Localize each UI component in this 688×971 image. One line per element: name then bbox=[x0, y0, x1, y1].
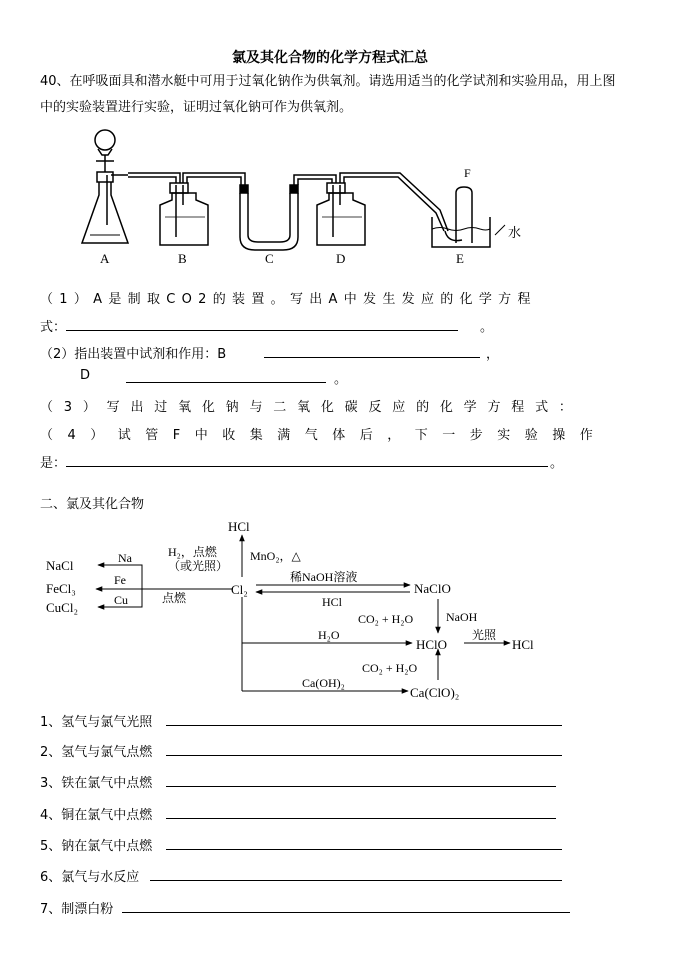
q40-line2: 中的实验装置进行实验，证明过氧化钠可作为供氧剂。 bbox=[40, 100, 353, 115]
apparatus-b bbox=[160, 173, 245, 245]
list-item-2-blank[interactable] bbox=[166, 755, 562, 756]
list-item-3: 3、铁在氯气中点燃 bbox=[40, 776, 153, 791]
q2-d-blank[interactable] bbox=[126, 382, 326, 383]
diagram-na: Na bbox=[118, 551, 132, 565]
apparatus-diagram bbox=[70, 125, 560, 275]
apparatus-c bbox=[240, 175, 336, 250]
diagram-light: 光照 bbox=[472, 628, 497, 642]
diagram-naoh: NaOH bbox=[446, 610, 478, 624]
q2-b-blank[interactable] bbox=[264, 357, 480, 358]
q2-d-suffix: 。 bbox=[334, 372, 348, 387]
section2-heading: 二、氯及其化合物 bbox=[40, 497, 145, 512]
list-item-5: 5、钠在氯气中点燃 bbox=[40, 839, 153, 854]
label-e: E bbox=[456, 251, 464, 266]
q1-line2-suffix: 。 bbox=[480, 320, 494, 335]
label-b: B bbox=[178, 251, 187, 266]
list-item-7: 7、制漂白粉 bbox=[40, 902, 114, 917]
q4-line1: （4）试管F中收集满气体后，下一步实验操作 bbox=[40, 428, 608, 443]
q40-line1: 40、在呼吸面具和潜水艇中可用于过氧化钠作为供氧剂。请选用适当的化学试剂和实验用品，用上图 bbox=[40, 74, 616, 89]
diagram-hcl-top: HCl bbox=[228, 519, 250, 534]
list-item-4-blank[interactable] bbox=[166, 818, 556, 819]
diagram-caclo2: Ca(ClO)₂ bbox=[410, 685, 460, 700]
list-item-7-blank[interactable] bbox=[122, 912, 570, 913]
q1-line1: （1）A是制取CO2的装置。写出A中发生发应的化学方程 bbox=[40, 292, 537, 307]
q2-suffix: ， bbox=[486, 347, 500, 362]
label-d: D bbox=[336, 251, 346, 266]
q4-answer-blank[interactable] bbox=[66, 466, 548, 467]
apparatus-a bbox=[82, 130, 128, 243]
apparatus-d bbox=[317, 173, 448, 245]
diagram-fe: Fe bbox=[114, 573, 126, 587]
label-f: F bbox=[464, 166, 471, 180]
page-title: 氯及其化合物的化学方程式汇总 bbox=[232, 50, 428, 66]
list-item-5-blank[interactable] bbox=[166, 849, 562, 850]
diagram-hcl-right: HCl bbox=[512, 637, 534, 652]
diagram-h2o: H₂O bbox=[318, 628, 340, 642]
q1-line2-prefix: 式： bbox=[40, 320, 67, 335]
diagram-h2-cond2: （或光照） bbox=[168, 559, 229, 573]
label-water: 水 bbox=[508, 225, 522, 240]
q3-text: （3）写出过氧化钠与二氧化碳反应的化学方程式： bbox=[40, 400, 583, 415]
diagram-naclo: NaClO bbox=[414, 581, 451, 596]
q2-prefix: （2）指出装置中试剂和作用：B bbox=[40, 347, 227, 362]
label-c: C bbox=[265, 251, 274, 266]
diagram-cl2: Cl₂ bbox=[231, 582, 248, 597]
list-item-6: 6、氯气与水反应 bbox=[40, 870, 140, 885]
diagram-hclo: HClO bbox=[416, 637, 448, 652]
diagram-hcl-back: HCl bbox=[322, 595, 343, 609]
diagram-mno2: MnO₂，△ bbox=[250, 549, 301, 563]
list-item-2: 2、氢气与氯气点燃 bbox=[40, 745, 153, 760]
list-item-6-blank[interactable] bbox=[150, 880, 562, 881]
chlorine-reaction-diagram bbox=[40, 515, 560, 700]
q1-answer-blank[interactable] bbox=[66, 330, 458, 331]
diagram-cucl2: CuCl₂ bbox=[46, 600, 78, 615]
diagram-h2-cond1: H₂，点燃 bbox=[168, 545, 217, 559]
diagram-co2-h2o-1: CO₂ + H₂O bbox=[358, 612, 414, 626]
diagram-fecl3: FeCl₃ bbox=[46, 581, 76, 596]
diagram-nacl: NaCl bbox=[46, 558, 74, 573]
list-item-1-blank[interactable] bbox=[166, 725, 562, 726]
diagram-dianran: 点燃 bbox=[162, 591, 187, 605]
diagram-cu: Cu bbox=[114, 593, 129, 607]
diagram-caoh2: Ca(OH)₂ bbox=[302, 676, 345, 690]
list-item-1: 1、氢气与氯气光照 bbox=[40, 715, 153, 730]
diagram-co2-h2o-2: CO₂ + H₂O bbox=[362, 661, 418, 675]
label-a: A bbox=[100, 251, 110, 266]
list-item-4: 4、铜在氯气中点燃 bbox=[40, 808, 153, 823]
diagram-naoh-dilute: 稀NaOH溶液 bbox=[290, 570, 358, 584]
q4-line2-suffix: 。 bbox=[550, 456, 564, 471]
list-item-3-blank[interactable] bbox=[166, 786, 556, 787]
q2-d-prefix: D bbox=[80, 368, 91, 383]
q4-line2-prefix: 是： bbox=[40, 456, 67, 471]
